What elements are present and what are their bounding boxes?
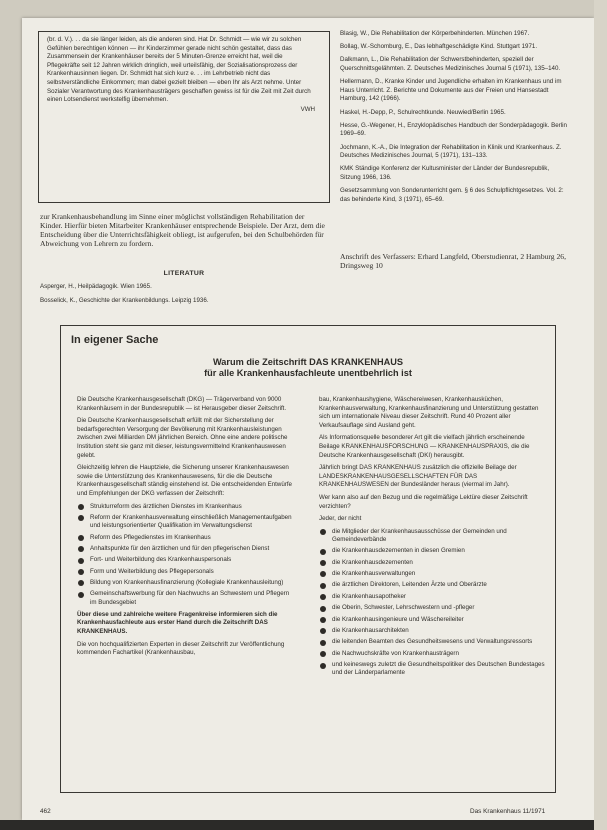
notice-paragraph: Die Deutsche Krankenhausgesellschaft erfüllt mit der Sicherstellung der bedarfsgerechten Versorgung der Bevölkerung mit Krankenhausleistungen zwischen zwei Milliarden DM jährlichen Bereich. Ohne eine andere politische Institution steht sie ganz mit dieser, leistungsvermittelnd Krankenhauswesen gelebt. <box>77 417 288 459</box>
bullet-icon <box>78 558 84 564</box>
notice-answer: Jeder, der nicht <box>319 515 362 523</box>
reference-item: Dalkmann, L., Die Rehabilitation der Schwerstbehinderten, speziell der Querschnittsgelähmten. Z. Deutsches Medizinisches Journal 5 (1971), 135–140. <box>340 56 561 72</box>
boxed-excerpt-text: (br. d. V.). . . da sie länger leiden, als die anderen sind. Hat Dr. Schmidt — wie wir zu solchen Gefühlen berechtigen können — ihr Kinderzimmer gerade nicht schön gestaltet, dass das Zusammensein der Krankenhäuser bereits der 5 Minuten-Grenze erreicht hat, weil die Pflegekräfte seit 12 Jahren wirklich dringlich, weil urteilsfähig, der Sozialisationsprozess der Krankenhausinnen liegen. Dr. Schmidt hat sich kurz e. . . im Lehrbetrieb nicht das selbstverständliche Einkommen; man dabei gezielt bleiben — eben Ihr als Arzt nehme. Unter Sozialer Verantwortung des Krankenhausträgers geschaffen gewiss ist für die Zeit mit Zeit durch einen Lotsendienst werkstelfig übernehmen. <box>47 36 311 104</box>
bullet-icon <box>78 504 84 510</box>
boxed-excerpt-signature: VWH <box>300 105 315 113</box>
bullet-icon <box>320 594 326 600</box>
list-item: die Krankenhausarchitekten <box>319 627 545 635</box>
boxed-excerpt <box>38 31 330 203</box>
list-item: Form und Weiterbildung des Pflegepersonals <box>77 568 297 576</box>
list-item: die Oberin, Schwester, Lehrschwestern und -pfleger <box>319 604 545 612</box>
scan-bottom-edge <box>0 820 607 830</box>
reference-item: Bollag, W.-Schomburg, E., Das lebhaftgeschädigte Kind. Stuttgart 1971. <box>340 43 538 51</box>
notice-heading: In eigener Sache <box>71 334 159 346</box>
list-item: die Nachwuchskräfte von Krankenhausträgern <box>319 650 545 658</box>
notice-title <box>61 357 555 379</box>
audience-list <box>319 528 545 678</box>
bullet-icon <box>320 529 326 535</box>
topic-list <box>77 503 297 607</box>
bullet-icon <box>320 628 326 634</box>
bullet-icon <box>320 617 326 623</box>
list-item: Strukturreform des ärztlichen Dienstes im Krankenhaus <box>77 503 297 511</box>
literature-list <box>40 283 328 310</box>
bullet-icon <box>78 592 84 598</box>
bullet-icon <box>320 583 326 589</box>
notice-question: Wer kann also auf den Bezug und die regelmäßige Lektüre dieser Zeitschrift verzichten? <box>319 493 528 510</box>
bullet-icon <box>78 535 84 541</box>
list-item: die Krankenhausdezernenten in diesen Gremien <box>319 547 545 555</box>
reference-item: Gesetzsammlung von Sonderunterricht gem. § 6 des Schulpflichtgesetzes. Vol. 2: das behinderte Kind, 3 (1971), 65–69. <box>340 187 564 203</box>
author-address: Anschrift des Verfassers: Erhard Langfeld, Oberstudienrat, 2 Hamburg 26, Dringsweg 10 <box>340 252 566 270</box>
closing-paragraph: zur Krankenhausbehandlung im Sinne einer möglichst vollständigen Rehabilitation der Kinder. Hierfür bieten Mitarbeiter Krankenhäuser entsprechende Beispiele. Der Arzt, dem die Entscheidung über die Unterrichtsfähigkeit obliegt, ist aufgerufen, bei den Schulbehörden für Abweichung von Lehrern zu fordern. <box>40 212 325 248</box>
journal-footer: Das Krankenhaus 11/1971 <box>470 808 546 815</box>
list-item: Reform des Pflegedienstes im Krankenhaus <box>77 534 297 542</box>
literature-item: Bosselick, K., Geschichte der Krankenbildungs. Leipzig 1936. <box>40 296 209 304</box>
bullet-icon <box>320 640 326 646</box>
list-item: Bildung von Krankenhausfinanzierung (Kollegiale Krankenhausleitung) <box>77 579 297 587</box>
list-item: die Krankenhausapotheker <box>319 593 545 601</box>
notice-bold-statement: Über diese und zahlreiche weitere Fragenkreise informieren sich die Krankenhausfachleute aus erster Hand durch die Zeitschrift DAS KRANKENHAUS. <box>77 610 278 636</box>
list-item: die Krankenhausverwaltungen <box>319 570 545 578</box>
notice-title-line-1: Warum die Zeitschrift DAS KRANKENHAUS <box>212 357 404 367</box>
reference-item: KMK Ständige Konferenz der Kultusminister der Länder der Bundesrepublik, Sitzung 1966, 136. <box>340 165 550 181</box>
list-item: Fort- und Weiterbildung des Krankenhauspersonals <box>77 556 297 564</box>
list-item: die leitenden Beamten des Gesundheitswesens und Verwaltungsressorts <box>319 638 545 646</box>
reference-item: Jochmann, K.-A., Die Integration der Rehabilitation in Klinik und Krankenhaus. Z. Deutsches Medizinisches Journal, 5 (1971), 131–133. <box>340 143 562 160</box>
list-item: die Mitglieder der Krankenhausausschüsse der Gemeinden und Gemeindeverbände <box>319 528 545 544</box>
list-item: Anhaltspunkte für den ärztlichen und für den pflegerischen Dienst <box>77 545 297 553</box>
notice-paragraph: Gleichzeitig lehren die Hauptziele, die Sicherung unserer Krankenhauswesen sowie die Unterstützung des Krankenhauswesens, für die die Deutsche Krankenhausgesellschaft ständig einstehend ist. Die entscheidenden Entwürfe und Empfehlungen der DKG verfassen der Zeitschrift: <box>77 464 292 497</box>
notice-left-column <box>77 396 297 662</box>
bullet-icon <box>320 651 326 657</box>
literature-item: Asperger, H., Heilpädagogik. Wien 1965. <box>40 283 152 290</box>
list-item: Reform der Krankenhausverwaltung einschließlich Managementaufgaben und leistungsorientierter Qualifikation im Verwaltungsdienst <box>77 514 297 530</box>
reference-item: Hellermann, D., Kranke Kinder und Jugendliche erhalten im Krankenhaus und im Haus Unterricht. Z. Berichte und Dokumente aus der Freien und Hansestadt Hamburg, 142 (1966). <box>340 78 562 103</box>
bullet-icon <box>320 560 326 566</box>
list-item: die Krankenhausdezernenten <box>319 559 545 567</box>
bullet-icon <box>320 549 326 555</box>
notice-box <box>60 325 556 793</box>
list-item: und keineswegs zuletzt die Gesundheitspolitiker des Deutschen Bundestages und der Länderparlamente <box>319 661 545 677</box>
notice-title-line-2: für alle Krankenhausfachleute unentbehrlich ist <box>204 368 412 378</box>
bullet-icon <box>78 515 84 521</box>
bullet-icon <box>320 571 326 577</box>
bullet-icon <box>78 580 84 586</box>
bullet-icon <box>78 569 84 575</box>
notice-right-column <box>319 396 545 682</box>
notice-paragraph: bau, Krankenhaushygiene, Wäschereiwesen, Krankenhausküchen, Krankenhausverwaltung, Krankenhausfinanzierung und Unterstützung gestatten sich um internationale Niveau dieser Zeitschrift. Rund 40 Prozent aller Verkaufsauflage sind Ausland geht. <box>319 396 539 429</box>
literature-heading: LITERATUR <box>163 270 205 277</box>
notice-paragraph: Die von hochqualifizierten Experten in dieser Zeitschrift zur Veröffentlichung kommenden Fachartikel (Krankenhausbau, <box>77 640 285 657</box>
bullet-icon <box>78 546 84 552</box>
bullet-icon <box>320 606 326 612</box>
list-item: die ärztlichen Direktoren, Leitenden Ärzte und Oberärzte <box>319 581 545 589</box>
notice-paragraph: Jährlich bringt DAS KRANKENHAUS zusätzlich die offizielle Beilage der LANDESKRANKENHAUSGESELLSCHAFTEN FÜR DAS KRANKENHAUSWESEN der Bundesländer heraus (viermal im Jahr). <box>319 464 517 489</box>
reference-item: Hesse, G.-Wegener, H., Enzyklopädisches Handbuch der Sonderpädagogik. Berlin 1969–69. <box>340 121 567 138</box>
notice-paragraph: Als Informationsquelle besonderer Art gilt die vielfach jährlich erscheinende Beilage KRANKENHAUSFORSCHUNG — KRANKENHAUSPRAXIS, die die Deutsche Krankenhausgesellschaft (DKI) herausgibt. <box>319 434 530 459</box>
page-number: 462 <box>40 808 51 815</box>
reference-list <box>340 30 570 209</box>
list-item: Gemeinschaftswerbung für den Nachwuchs an Schwestern und Pflegern im Bundesgebiet <box>77 590 297 606</box>
reference-item: Haskel, H.-Depp, P., Schulrechtkunde. Neuwied/Berlin 1965. <box>340 108 506 116</box>
scan-right-edge <box>594 0 607 830</box>
reference-item: Blasig, W., Die Rehabilitation der Körperbehinderten. München 1967. <box>340 30 530 37</box>
bullet-icon <box>320 663 326 669</box>
list-item: die Krankenhausingenieure und Wäschereileiter <box>319 616 545 624</box>
notice-paragraph: Die Deutsche Krankenhausgesellschaft (DKG) — Trägerverband von 9000 Krankenhäusern in der Bundesrepublik — ist Herausgeber dieser Zeitschrift. <box>77 396 287 412</box>
